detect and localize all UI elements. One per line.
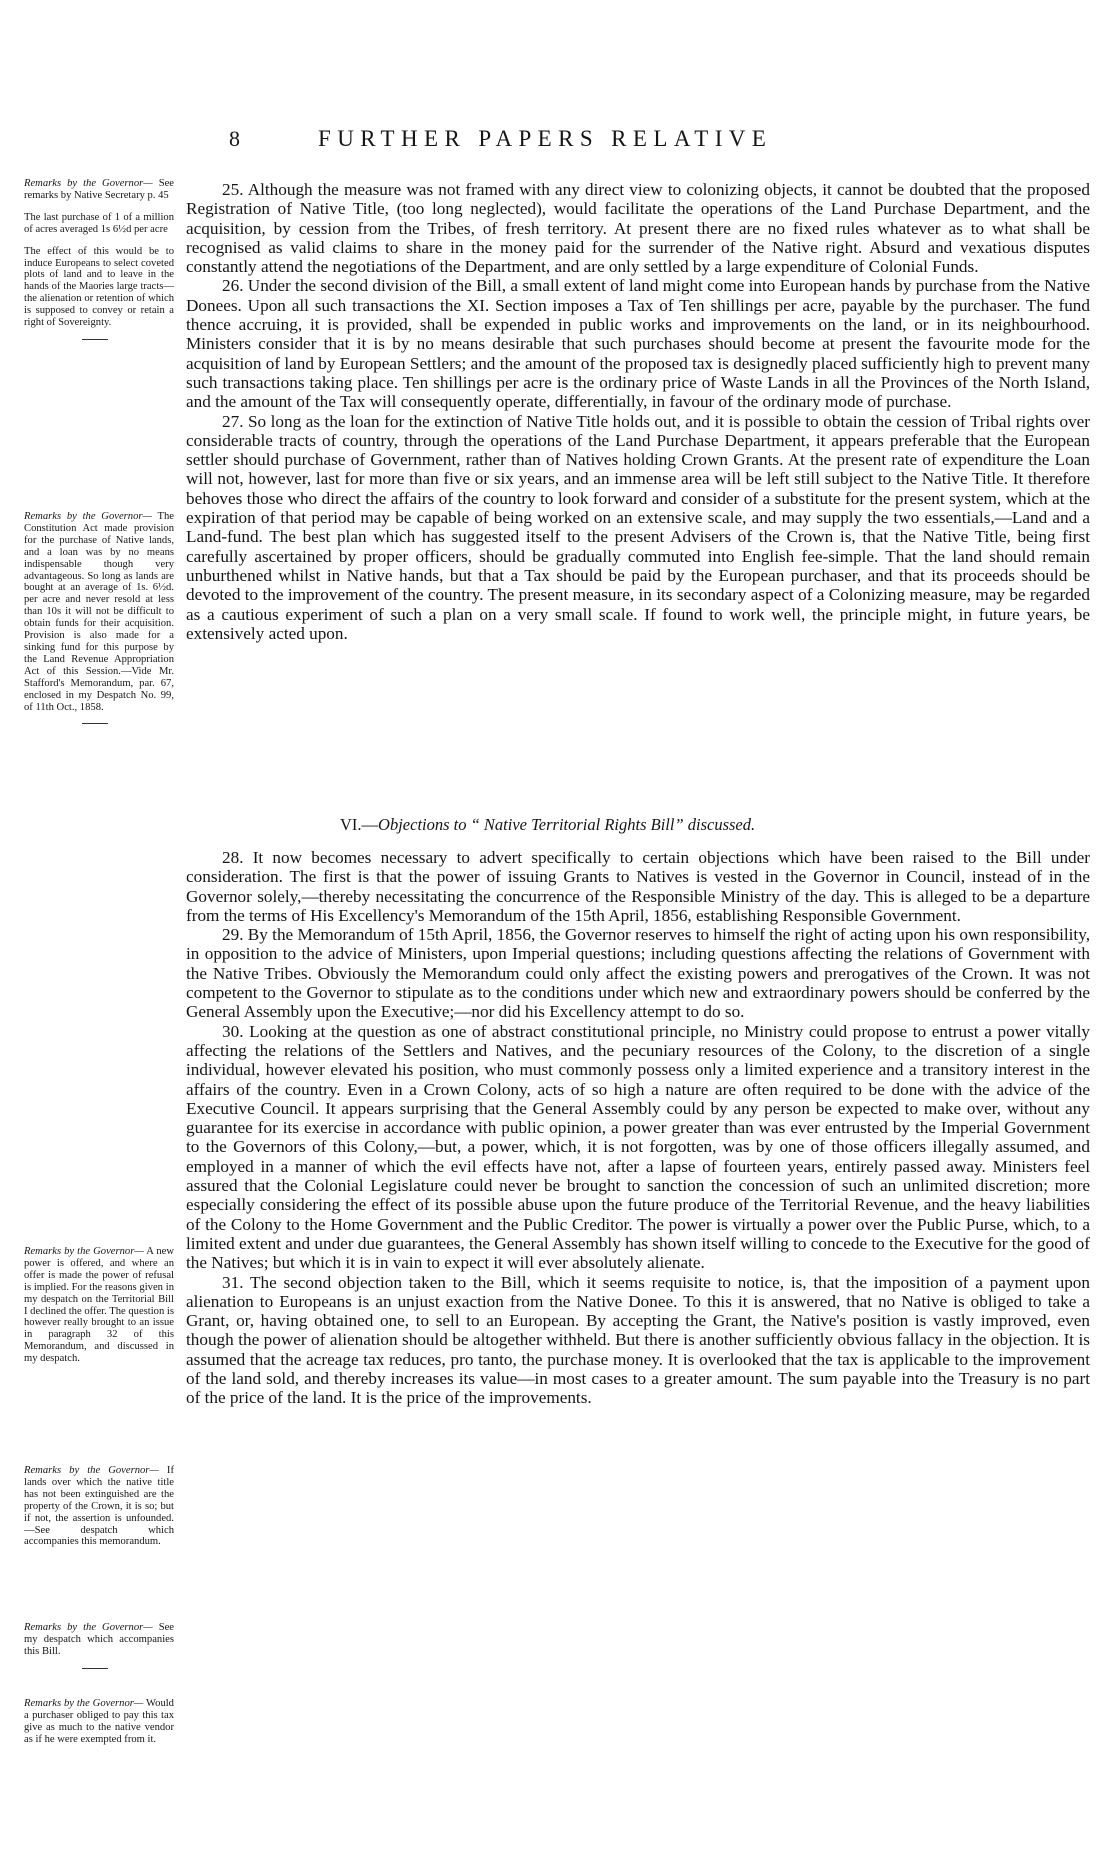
marginal-note-5: Remarks by the Governor— A new power is offered, and where an offer is made the power of refusal is implied. For the reasons given in my despatch on the Territorial Bill I declined the offer. The question is however really brought to an issue in paragraph 32 of this Memorandum, and discussed in my despatch. <box>24 1246 174 1365</box>
marginal-note-1: Remarks by the Governor— See remarks by Native Secretary p. 45 <box>24 178 174 201</box>
paragraph-29: 29. By the Memorandum of 15th April, 1856, the Governor reserves to himself the right of acting upon his own responsibility, in opposition to the advice of Ministers, upon Imperial questions; including questions affecting the relations of Government with the Native Tribes. Obviously the Memorandum could only affect the existing powers and prerogatives of the Crown. It was not competent to the Governor to stipulate as to the conditions under which new and extraordinary powers should be conferred by the General Assembly upon the Executive;—nor did his Excellency attempt to do so. <box>186 925 1090 1022</box>
marginal-notes-block-1 <box>24 178 174 350</box>
paragraph-30: 30. Looking at the question as one of abstract constitutional principle, no Ministry could propose to entrust a power vitally affecting the relations of the Settlers and Natives, and the pecuniary resources of the Colony, to the discretion of a single individual, however elevated his position, who must commonly possess only a limited experience and a transitory interest in the affairs of the country. Even in a Crown Colony, acts of so high a nature are often required to be done with the advice of the Executive Council. It appears surprising that the General Assembly could by any person be expected to make over, without any guarantee for its exercise in accordance with public opinion, a power greater than was ever entrusted by the Imperial Government to the Governors of this Colony,—but, a power, which, it is not forgotten, was by one of those officers illegally assumed, and employed in a manner of which the evil effects have not, after a lapse of fourteen years, entirely passed away. Ministers feel assured that the Colonial Legislature could never be brought to sanction the concession of such an unlimited discretion; more especially considering the effect of its possible abuse upon the future produce of the Territorial Revenue, and the heavy liabilities of the Colony to the Home Government and the Public Creditor. The power is virtually a power over the Public Purse, which, to a limited extent and under due guarantees, the General Assembly has shown itself willing to concede to the Executive for the good of the Natives; but which it is in vain to expect it will ever absolutely alienate. <box>186 1021 1090 1273</box>
running-title: FURTHER PAPERS RELATIVE <box>318 126 773 151</box>
page-number: 8 <box>229 126 240 151</box>
marginal-note-3: The effect of this would be to induce Europeans to select coveted plots of land and to leave in the hands of the Maories large tracts—the alienation or retention of which is supposed to convey or retain a right of Sovereignty. <box>24 246 174 340</box>
marginal-note-2: The last purchase of 1 of a million of acres averaged 1s 6½d per acre <box>24 211 174 235</box>
section-heading: VI.—Objections to “ Native Territorial Rights Bill” discussed. <box>340 815 756 834</box>
paragraph-25: 25. Although the measure was not framed with any direct view to colonizing objects, it cannot be doubted that the proposed Registration of Native Title, (too long neglected), would facilitate the operations of the Land Purchase Department, and the acquisition, by cession from the Tribes, of fresh territory. At present there are no fixed rules whatever as to what shall be recognised as valid claims to share in the money paid for the surrender of the Native right. Absurd and vexatious disputes constantly attend the negotiations of the Department, and are only settled by a large expenditure of Colonial Funds. <box>186 180 1090 277</box>
paragraph-26: 26. Under the second division of the Bill, a small extent of land might come into European hands by purchase from the Native Donees. Upon all such transactions the XI. Section imposes a Tax of Ten shillings per acre, payable by the purchaser. The fund thence accruing, it is provided, shall be expended in public works and improvements on the land, or in its neighbourhood. Ministers consider that it is by no means desirable that such purchases should become at present the favourite mode for the acquisition of land by European Settlers; and the amount of the proposed tax is designedly placed sufficiently high to prevent many such transactions taking place. Ten shillings per acre is the ordinary price of Waste Lands in all the Provinces of the North Island, and the amount of the Tax will consequently operate, differentially, in favour of the ordinary mode of purchase. <box>186 276 1090 412</box>
note-divider <box>82 339 108 340</box>
note-divider <box>82 723 108 724</box>
body-text-bottom <box>186 848 1090 1408</box>
marginal-note-6: Remarks by the Governor— If lands over which the native title has not been extinguished are the property of the Crown, it is so; but if not, the assertion is unfounded.—See despatch which accompanies this memorandum. <box>24 1465 174 1548</box>
body-text-top <box>186 180 1090 643</box>
paragraph-27: 27. So long as the loan for the extinction of Native Title holds out, and it is possible to obtain the cession of Tribal rights over considerable tracts of country, through the operations of the Land Purchase Department, it appears preferable that the European settler should purchase of Government, rather than of Natives holding Crown Grants. At the present rate of expenditure the Loan will not, however, last for more than five or six years, and an immense area will be left still subject to the Native Title. It therefore behoves those who direct the affairs of the country to look forward and consider of a substitute for the present system, which at the expiration of that period may be capable of being worked on an extensive scale, and may supply the two essentials,—Land and a Land-fund. The best plan which has suggested itself to the present Advisers of the Crown is, that the Native Title, being first carefully ascertained by proper officers, should be gradually commuted into English fee-simple. That the land should remain unburthened whilst in Native hands, but that a Tax should be paid by the European purchaser, and that its proceeds should be devoted to the improvement of the country. The present measure, in its secondary aspect of a Colonizing measure, may be regarded as a cautious experiment of such a plan on a very small scale. If found to work well, the principle might, in future years, be extensively acted upon. <box>186 411 1090 643</box>
paragraph-31: 31. The second objection taken to the Bill, which it seems requisite to notice, is, that the imposition of a payment upon alienation to Europeans is an unjust exaction from the Native Donee. To this it is answered, that no Native is obliged to take a Grant, or, having obtained one, to sell to an European. By accepting the Grant, the Native's position is vastly improved, even though the power of alienation should be altogether withheld. But there is another sufficiently obvious fallacy in the objection. It is assumed that the acreage tax reduces, pro tanto, the purchase money. It is overlooked that the tax is applicable to the improvement of the land sold, and thereby increases its value—in most cases to a greater amount. The sum payable into the Treasury is no part of the price of the land. It is the price of the improvements. <box>186 1272 1090 1408</box>
marginal-note-8: Remarks by the Governor— Would a purchaser obliged to pay this tax give as much to the native vendor as if he were exempted from it. <box>24 1698 174 1745</box>
marginal-note-4: Remarks by the Governor— The Constitution Act made provision for the purchase of Native lands, and a loan was by no means indispensable though very advantageous. So long as lands are bought at an average of 1s. 6½d. per acre and never resold at less than 10s it will not be difficult to obtain funds for their acquisition. Provision is also made for a sinking fund for this purpose by the Land Revenue Appropriation Act of this Session.—Vide Mr. Stafford's Memorandum, par. 67, enclosed in my Despatch No. 99, of 11th Oct., 1858. <box>24 511 174 734</box>
paragraph-28: 28. It now becomes necessary to advert specifically to certain objections which have been raised to the Bill under consideration. The first is that the power of issuing Grants to Natives is vested in the Governor in Council, instead of in the Governor solely,—thereby necessitating the concurrence of the Responsible Ministry of the day. This is alleged to be a departure from the terms of His Excellency's Memorandum of the 15th April, 1856, establishing Responsible Government. <box>186 848 1090 925</box>
note-divider <box>82 1668 108 1669</box>
marginal-note-7: Remarks by the Governor— See my despatch which accompanies this Bill. <box>24 1622 174 1679</box>
